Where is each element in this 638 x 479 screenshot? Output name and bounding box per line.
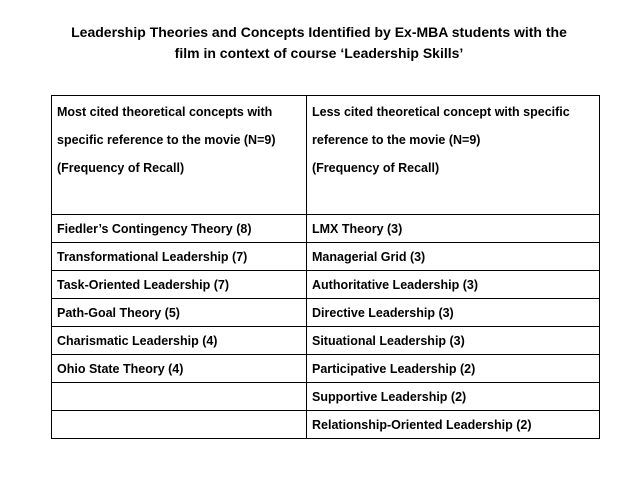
less-cited-cell: Managerial Grid (3) bbox=[307, 243, 600, 271]
page-title bbox=[0, 22, 638, 64]
title-line-1: Leadership Theories and Concepts Identified by Ex-MBA students with the bbox=[71, 24, 567, 40]
most-cited-cell: Fiedler’s Contingency Theory (8) bbox=[52, 215, 307, 243]
header-most-cited bbox=[52, 96, 307, 215]
less-cited-cell: Supportive Leadership (2) bbox=[307, 383, 600, 411]
less-cited-cell: LMX Theory (3) bbox=[307, 215, 600, 243]
most-cited-cell: Path-Goal Theory (5) bbox=[52, 299, 307, 327]
table-row bbox=[52, 383, 600, 411]
table-row bbox=[52, 299, 600, 327]
title-line-2: film in context of course ‘Leadership Skills’ bbox=[174, 45, 464, 61]
most-cited-cell: Transformational Leadership (7) bbox=[52, 243, 307, 271]
most-cited-cell: Charismatic Leadership (4) bbox=[52, 327, 307, 355]
less-cited-cell: Authoritative Leadership (3) bbox=[307, 271, 600, 299]
less-cited-cell: Participative Leadership (2) bbox=[307, 355, 600, 383]
table-row bbox=[52, 355, 600, 383]
most-cited-cell: Task-Oriented Leadership (7) bbox=[52, 271, 307, 299]
header-most-cited-line-1: Most cited theoretical concepts with bbox=[57, 105, 273, 119]
header-most-cited-line-3: (Frequency of Recall) bbox=[57, 161, 185, 175]
table-row bbox=[52, 411, 600, 439]
table-row bbox=[52, 327, 600, 355]
less-cited-cell: Directive Leadership (3) bbox=[307, 299, 600, 327]
header-less-cited-line-3: (Frequency of Recall) bbox=[312, 161, 440, 175]
header-less-cited-line-2: reference to the movie (N=9) bbox=[312, 133, 481, 147]
most-cited-cell-empty bbox=[52, 383, 307, 411]
less-cited-cell: Relationship-Oriented Leadership (2) bbox=[307, 411, 600, 439]
header-less-cited-line-1: Less cited theoretical concept with specific bbox=[312, 105, 570, 119]
table-row bbox=[52, 271, 600, 299]
most-cited-cell-empty bbox=[52, 411, 307, 439]
less-cited-cell: Situational Leadership (3) bbox=[307, 327, 600, 355]
header-less-cited bbox=[307, 96, 600, 215]
table-header-row bbox=[52, 96, 600, 215]
header-most-cited-line-2: specific reference to the movie (N=9) bbox=[57, 133, 276, 147]
leadership-theories-table bbox=[51, 95, 600, 439]
table-row bbox=[52, 215, 600, 243]
most-cited-cell: Ohio State Theory (4) bbox=[52, 355, 307, 383]
table-row bbox=[52, 243, 600, 271]
